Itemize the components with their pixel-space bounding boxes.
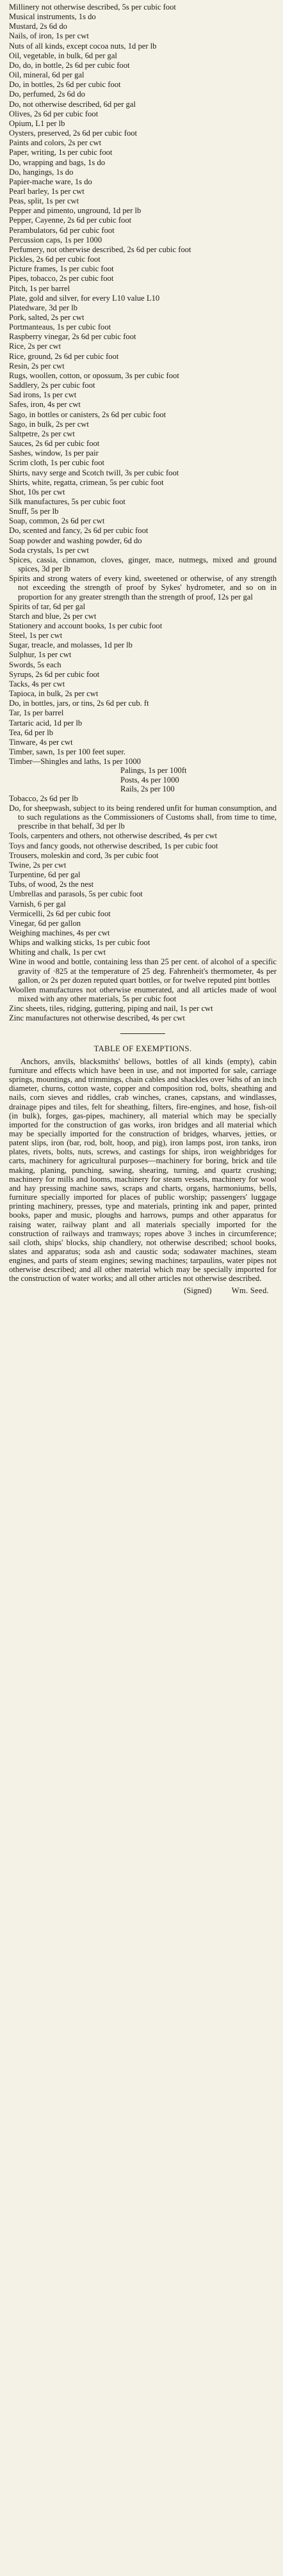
tariff-entry: Picture frames, 1s per cubic foot xyxy=(9,264,114,274)
tariff-entry: Whiting and chalk, 1s per cwt xyxy=(9,948,106,957)
tariff-entry: Twine, 2s per cwt xyxy=(9,860,67,870)
tariff-entry: Tapioca, in bulk, 2s per cwt xyxy=(9,689,99,699)
tariff-entry: Sago, in bulk, 2s per cwt xyxy=(9,419,89,429)
tariff-entry: Do, in bottles, jars, or tins, 2s 6d per cub. ft xyxy=(9,699,149,708)
tariff-entry: Vinegar, 6d per gallon xyxy=(9,918,81,928)
tariff-entry: Nails, of iron, 1s per cwt xyxy=(9,31,89,41)
tariff-entry: Do, do, in bottle, 2s 6d per cubic foot xyxy=(9,60,130,70)
tariff-entry: Zinc manufactures not otherwise described, 4s per cwt xyxy=(9,1014,185,1023)
tariff-entry: Sad irons, 1s per cwt xyxy=(9,390,77,400)
tariff-entry: Sashes, window, 1s per pair xyxy=(9,449,99,458)
tariff-entry: Sulphur, 1s per cwt xyxy=(9,650,72,660)
tariff-entry: Pepper, Cayenne, 2s 6d per cubic foot xyxy=(9,216,132,225)
tariff-entry: Shirts, navy serge and Scotch twill, 3s per cubic foot xyxy=(9,468,179,477)
tariff-entry: Varnish, 6 per gal xyxy=(9,899,66,909)
tariff-entry: Spirits of tar, 6d per gal xyxy=(9,601,86,611)
tariff-entry: Sugar, treacle, and molasses, 1d per lb xyxy=(9,640,133,650)
tariff-entry: Resin, 2s per cwt xyxy=(9,361,65,370)
tariff-entry: Zinc sheets, tiles, ridging, guttering, piping and nail, 1s per cwt xyxy=(9,1004,213,1014)
tariff-entry: Musical instruments, 1s do xyxy=(9,12,96,22)
tariff-entry: Vermicelli, 2s 6d per cubic foot xyxy=(9,909,111,918)
timber-sub-line: Rails, 2s per 100 xyxy=(120,784,175,793)
tariff-entry: Starch and blue, 2s per cwt xyxy=(9,611,97,621)
tariff-entry: Opium, L1 per lb xyxy=(9,118,65,128)
tariff-entry: Safes, iron, 4s per cwt xyxy=(9,400,81,409)
tariff-entry: Olives, 2s 6d per cubic foot xyxy=(9,109,99,118)
tariff-entry: Scrim cloth, 1s per cubic foot xyxy=(9,458,104,468)
tariff-list xyxy=(9,3,277,1023)
tariff-entry: Timber, sawn, 1s per 100 feet super. xyxy=(9,747,125,757)
tariff-entry: Whips and walking sticks, 1s per cubic foot xyxy=(9,938,150,948)
timber-head: Timber—Shingles and laths, 1s per 1000 xyxy=(9,757,141,767)
tariff-entry: Tubs, of wood, 2s the nest xyxy=(9,880,94,889)
tariff-entry: Sago, in bottles or canisters, 2s 6d per cubic foot xyxy=(9,409,166,419)
tariff-entry: Percussion caps, 1s per 1000 xyxy=(9,235,102,244)
tariff-entry: Pepper and pimento, unground, 1d per lb xyxy=(9,206,142,216)
tariff-entry: Stationery and account books, 1s per cubic foot xyxy=(9,621,163,630)
tariff-entry: Tea, 6d per lb xyxy=(9,727,54,737)
tariff-entry: Portmanteaus, 1s per cubic foot xyxy=(9,322,111,332)
tariff-entry: Tobacco, 2s 6d per lb xyxy=(9,793,78,803)
tariff-entry: Sauces, 2s 6d per cubic foot xyxy=(9,439,100,449)
tariff-entry: Do, for sheepwash, subject to its being rendered unfit for human consumption, and to such regulations as the Commissioners of Customs shall, from time to time, prescribe in that behalf, 3d per lb xyxy=(9,803,277,831)
tariff-entry: Do, perfumed, 2s 6d do xyxy=(9,90,85,99)
tariff-entry: Paints and colors, 2s per cwt xyxy=(9,138,102,148)
tariff-entry: Steel, 1s per cwt xyxy=(9,631,63,640)
tariff-entry: Trousers, moleskin and cord, 3s per cubic foot xyxy=(9,850,159,860)
signed-label: (Signed) xyxy=(184,1285,212,1295)
tariff-entry: Saltpetre, 2s per cwt xyxy=(9,429,75,438)
tariff-entry: Soap, common, 2s 6d per cwt xyxy=(9,516,105,526)
tariff-entry: Shot, 10s per cwt xyxy=(9,487,65,497)
signatory-name: Wm. Seed. xyxy=(231,1285,269,1295)
tariff-entry: Do, not otherwise described, 6d per gal xyxy=(9,99,136,109)
tariff-entry: Tinware, 4s per cwt xyxy=(9,737,73,747)
tariff-entry: Umbrellas and parasols, 5s per cubic foot xyxy=(9,889,143,899)
tariff-entry: Oysters, preserved, 2s 6d per cubic foot xyxy=(9,129,138,138)
tariff-entry: Oil, mineral, 6d per gal xyxy=(9,70,85,80)
tariff-entry: Do, hangings, 1s do xyxy=(9,167,74,177)
tariff-entry: Spices, cassia, cinnamon, cloves, ginger, mace, nutmegs, mixed and ground spices, 3d per lb xyxy=(9,555,277,574)
tariff-entry: Rice, 2s per cwt xyxy=(9,342,61,351)
exemptions-title: TABLE OF EXEMPTIONS. xyxy=(93,1044,192,1053)
tariff-entry: Mustard, 2s 6d do xyxy=(9,22,67,31)
tariff-entry: Soap powder and washing powder, 6d do xyxy=(9,536,142,545)
tariff-entry: Pipes, tobacco, 2s per cubic foot xyxy=(9,274,114,283)
tariff-entry: Silk manufactures, 5s per cubic foot xyxy=(9,497,125,506)
section-divider xyxy=(120,1033,165,1034)
tariff-entry: Turpentine, 6d per gal xyxy=(9,870,81,880)
exemptions-body: Anchors, anvils, blacksmiths' bellows, bottles of all kinds (empty), cabin furniture and effects which have been in use, and not imported for sale, carriage springs, mountings, and trimmings, chain cables and shackles over ⅝ths of an inch diameter, churns, cotton waste, copper and composition rod, bolts, sheathing and nails, corn sieves and riddles, crab winches, cranes, capstans, and windlasses, drainage pipes and tiles, felt for sheathing, filters, fire-engines, and hose, fish-oil (in bulk), forges, gas-pipes, machinery, all material which may be specially imported for the construction of gas works, iron bridges and all material which may be specially imported for the construction of bridges, wharves, jetties, or patent slips, iron (bar, rod, bolt, hoop, and pig), iron lamps post, iron tanks, iron plates, rivets, bolts, nuts, screws, and castings for ships, iron weighbridges for carts, machinery for agricultural purposes—machinery for boring, brick and tile making, planing, punching, sawing, shearing, turning, and quartz crushing; machinery for mills and looms, machinery for steam vessels, machinery for wool and hay pressing machine saws, scraps and charts, organs, harmoniums, bells, furniture specially imported for places of public worship; passengers' luggage printing machinery, presses, type and materials, printing ink and paper, printed books, paper and music, ploughs and harrows, pumps and other apparatus for raising water, railway plant and all materials specially imported for the construction of railways and tramways; ropes above 3 inches in circumference; sail cloth, ships' blocks, ship chandlery, not otherwise described; school books, slates and apparatus; soda ash and caustic soda; sodawater machines, steam engines, and parts of steam engines; sewing machines; tarpaulins, water pipes not otherwise described; and all other material which may be specially imported for the construction of water works; and all other articles not otherwise described. xyxy=(9,1056,277,1284)
tariff-entry: Saddlery, 2s per cubic foot xyxy=(9,381,95,390)
tariff-entry: Pork, salted, 2s per cwt xyxy=(9,313,85,322)
tariff-entry: Rice, ground, 2s 6d per cubic foot xyxy=(9,351,119,361)
tariff-entry: Pitch, 1s per barrel xyxy=(9,283,70,293)
tariff-entry: Perfumery, not otherwise described, 2s 6d per cubic foot xyxy=(9,244,191,254)
tariff-entry: Do, wrapping and bags, 1s do xyxy=(9,157,106,167)
tariff-entry: Peas, split, 1s per cwt xyxy=(9,196,79,206)
timber-sub-line: Posts, 4s per 1000 xyxy=(120,775,179,784)
tariff-entry: Plate, gold and silver, for every L10 value L10 xyxy=(9,293,160,303)
signature-line xyxy=(9,1286,277,1295)
tariff-entry: Spirits and strong waters of every kind, sweetened or otherwise, of any strength not exceeding the strength of proof by Sykes' hydrometer, and so on in proportion for any greater strength than the strength of proof, 12s per gal xyxy=(9,574,277,601)
tariff-entry: Tacks, 4s per cwt xyxy=(9,679,65,688)
tariff-entry: Tools, carpenters and others, not otherwise described, 4s per cwt xyxy=(9,831,218,841)
tariff-entry: Oil, vegetable, in bulk, 6d per gal xyxy=(9,51,117,60)
tariff-entry: Weighing machines, 4s per cwt xyxy=(9,928,110,937)
tariff-entry: Platedware, 3d per lb xyxy=(9,303,78,312)
tariff-entry: Raspberry vinegar, 2s 6d per cubic foot xyxy=(9,332,136,342)
tariff-entry: Do, scented and fancy, 2s 6d per cubic foot xyxy=(9,526,149,536)
tariff-entry: Paper, writing, 1s per cubic foot xyxy=(9,148,113,157)
tariff-entry: Tartaric acid, 1d per lb xyxy=(9,718,83,727)
timber-sub-line: Palings, 1s per 100ft xyxy=(120,766,187,775)
tariff-entry: Swords, 5s each xyxy=(9,660,61,669)
tariff-entry: Perambulators, 6d per cubic foot xyxy=(9,225,115,235)
tariff-entry: Wine in wood and bottle, containing less than 25 per cent. of alcohol of a specific gravity of ·825 at the temperature of 25 deg. Fahrenheit's thermometer, 4s per gallon, or 2s per dozen reputed quart bottles, or for twelve reputed pint bottles xyxy=(9,957,277,985)
tariff-entry: Do, in bottles, 2s 6d per cubic foot xyxy=(9,80,121,90)
tariff-entry: Soda crystals, 1s per cwt xyxy=(9,545,89,555)
tariff-entry: Millinery not otherwise described, 5s per cubic foot xyxy=(9,3,176,12)
tariff-entry: Syrups, 2s 6d per cubic foot xyxy=(9,669,100,679)
tariff-entry: Rugs, woollen, cotton, or opossum, 3s per cubic foot xyxy=(9,370,179,380)
tariff-entry: Nuts of all kinds, except cocoa nuts, 1d per lb xyxy=(9,41,157,51)
tariff-entry: Woollen manufactures not otherwise enumerated, and all articles made of wool mixed with any other materials, 5s per cubic foot xyxy=(9,985,277,1004)
tariff-entry: Snuff, 5s per lb xyxy=(9,507,59,516)
tariff-entry: Pickles, 2s 6d per cubic foot xyxy=(9,255,101,264)
tariff-entry: Toys and fancy goods, not otherwise described, 1s per cubic foot xyxy=(9,841,218,850)
tariff-entry: Shirts, white, regatta, crimean, 5s per cubic foot xyxy=(9,477,164,487)
tariff-entry: Pearl barley, 1s per cwt xyxy=(9,186,85,196)
tariff-entry: Papier-mache ware, 1s do xyxy=(9,177,92,186)
tariff-entry: Tar, 1s per barrel xyxy=(9,708,64,718)
timber-entry xyxy=(9,757,277,793)
